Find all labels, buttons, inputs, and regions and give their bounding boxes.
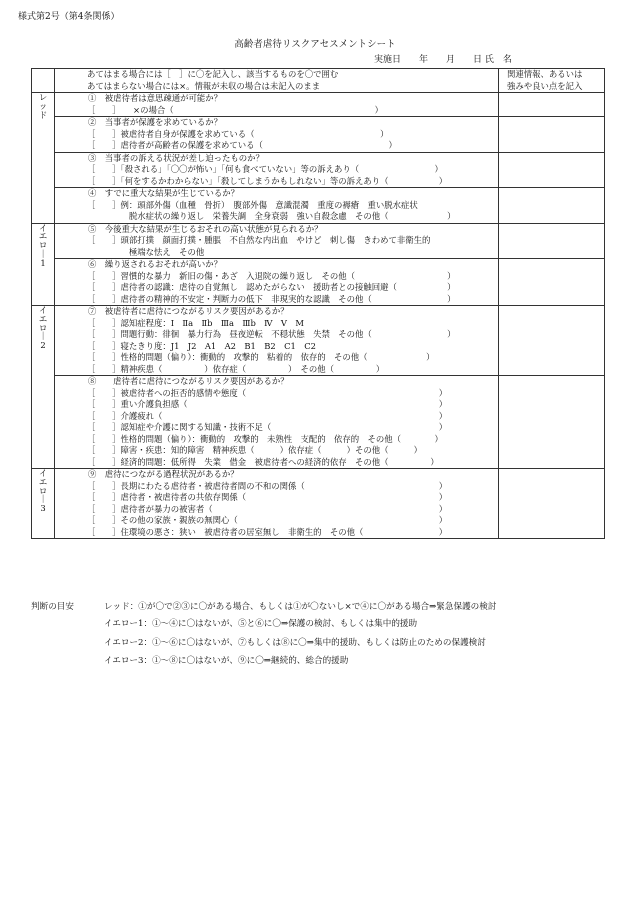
checkbox-item[interactable]: ［ ］「何をするかわからない」「殺してしまうかもしれない」等の訴えあり（ ） (87, 175, 448, 186)
section-row (32, 117, 605, 153)
checkbox-item[interactable]: ［ ］性格的問題（偏り）：衝動的 攻撃的 粘着的 依存的 その他（ ） (87, 352, 435, 362)
checkbox-item[interactable]: ［ ］虐待者が暴力の被害者（ ） (87, 503, 448, 514)
checkbox-item[interactable]: ［ ］認知症や介護に関する知識・技術不足（ ） (87, 422, 448, 432)
checkbox-item[interactable]: ［ ］「殺される」「〇〇が怖い」「何も食べていない」等の訴えあり（ ） (87, 164, 443, 174)
guide-yellow-1: イエロー1：①～④に〇はないが、⑤と⑥に〇⇒保護の検討、もしくは集中的援助 (104, 619, 418, 629)
category-yellow-2-label (39, 306, 47, 350)
question-4: ④ すでに重大な結果が生じているか？ (88, 188, 240, 198)
category-char: エ (38, 476, 48, 487)
page-title: 高齢者虐待リスクアセスメントシート (234, 39, 396, 50)
checkbox-item[interactable]: ［ ］重い介護負担感（ ） (87, 399, 448, 409)
category-char: ロ (38, 485, 48, 496)
category-char: ｜ (38, 494, 48, 505)
checkbox-item[interactable]: ［ ］ ×の場合（ ） (87, 104, 383, 115)
checkbox-item[interactable]: ［ ］その他の家族・親族の無関心（ ） (87, 515, 448, 525)
notes-cell[interactable] (499, 117, 605, 153)
checkbox-item[interactable]: ［ ］被虐待者への拒否的感情や態度（ ） (87, 387, 448, 398)
checkbox-item[interactable]: ［ ］介護疲れ（ ） (87, 410, 448, 421)
checkbox-item[interactable]: ［ ］認知症程度：Ⅰ Ⅱa Ⅱb Ⅲa Ⅲb Ⅳ Ⅴ M (87, 317, 304, 328)
section-9-cell (55, 469, 499, 539)
date-name-line: 実施日 年 月 日 氏 名 (374, 55, 512, 65)
section-row (32, 306, 605, 376)
checkbox-item[interactable]: ［ ］習慣的な暴力 新旧の傷・あざ 入退院の繰り返し その他（ ） (87, 270, 456, 281)
checkbox-item[interactable]: ［ ］住環境の悪さ：狭い 被虐待者の居室無し 非衛生的 その他（ ） (87, 526, 448, 537)
category-char: ッ (38, 100, 48, 111)
category-char: ｜ (38, 331, 48, 342)
category-char: イ (38, 305, 48, 315)
checkbox-item[interactable]: ［ ］長期にわたる虐待者・被虐待者間の不和の関係（ ） (87, 480, 448, 491)
notes-cell[interactable] (499, 223, 605, 259)
notes-cell[interactable] (499, 469, 605, 539)
question-1: ① 被虐待者は意思疎通が可能か？ (88, 93, 222, 103)
category-char: 3 (40, 503, 46, 514)
category-yellow-1 (32, 223, 55, 306)
category-yellow-1-label (39, 224, 47, 268)
section-3-cell (55, 152, 499, 188)
category-char: エ (38, 313, 48, 324)
checkbox-item[interactable]: ［ ］障害・疾患：知的障害 精神疾患（ ）依存症（ ）その他（ ） (87, 445, 422, 455)
guide-yellow-3: イエロー3：①～⑧に〇はないが、⑨に〇⇒継続的、総合的援助 (104, 656, 349, 666)
header-row (32, 69, 605, 93)
section-row (32, 188, 605, 224)
section-6-cell (55, 259, 499, 306)
checkbox-item[interactable]: ［ ］被虐待者自身が保護を求めている（ ） (87, 128, 389, 139)
form-number: 様式第2号（第4条関係） (18, 12, 120, 22)
assessment-table (31, 68, 605, 539)
category-char: 1 (40, 257, 46, 268)
category-char: ド (38, 109, 48, 120)
guide-label: 判断の目安 (31, 602, 74, 612)
section-4-cell (55, 188, 499, 224)
category-char: イ (38, 222, 48, 233)
section-5-cell (55, 223, 499, 259)
section-row (32, 93, 605, 117)
notes-cell[interactable] (499, 188, 605, 224)
notes-cell[interactable] (499, 259, 605, 306)
side-header-line: 強みや良い点を記入 (507, 80, 583, 91)
checkbox-item[interactable]: ［ ］精神疾患（ ）依存症（ ） その他（ ） (87, 363, 385, 374)
question-5: ⑤ 今後重大な結果が生じるおそれの高い状態が見られるか？ (88, 223, 323, 234)
checkbox-item-continued: 脱水症状の繰り返し 栄養失調 全身衰弱 強い自殺念慮 その他（ ） (87, 211, 456, 221)
checkbox-item-continued: 極端な怯え その他 (87, 246, 205, 257)
checkbox-item[interactable]: ［ ］虐待者が高齢者の保護を求めている（ ） (87, 140, 397, 150)
category-yellow-3-label (39, 469, 47, 513)
side-header-line: 関連情報、あるいは (507, 69, 583, 79)
category-char: エ (38, 231, 48, 242)
section-row (32, 259, 605, 306)
notes-cell[interactable] (499, 306, 605, 376)
instruction-line: あてはまらない場合には×。情報が未収の場合は未記入のまま (87, 80, 321, 91)
checkbox-item[interactable]: ［ ］虐待者・被虐待者の共依存関係（ ） (87, 492, 448, 502)
question-2: ② 当事者が保護を求めているか？ (88, 117, 222, 127)
section-2-cell (55, 117, 499, 153)
checkbox-item[interactable]: ［ ］例：頭部外傷（血種 骨折） 腹部外傷 意識混濁 重度の褥瘡 重い脱水症状 (87, 199, 418, 210)
section-1-cell (55, 93, 499, 117)
notes-cell[interactable] (499, 376, 605, 469)
checkbox-item[interactable]: ［ ］頭部打撲 顔面打撲・腫脹 不自然な内出血 やけど 刺し傷 きわめて非衛生的 (87, 235, 431, 245)
category-char: レ (38, 92, 48, 102)
section-row (32, 376, 605, 469)
instruction-line: あてはまる場合には［ ］に〇を記入し、該当するものを〇で囲む (87, 69, 339, 79)
header-blank-cell (32, 69, 55, 93)
question-3: ③ 当事者の訴える状況が差し迫ったものか？ (88, 152, 264, 163)
question-8: ⑧ 虐待者に虐待につながるリスク要因があるか？ (88, 376, 289, 386)
question-9: ⑨ 虐待につながる過程状況があるか？ (88, 469, 239, 479)
section-row (32, 469, 605, 539)
question-6: ⑥ 繰り返されるおそれが高いか？ (88, 259, 222, 269)
checkbox-item[interactable]: ［ ］問題行動：徘徊 暴力行為 昼夜逆転 不穏状態 失禁 その他（ ） (87, 329, 456, 339)
checkbox-item[interactable]: ［ ］寝たきり度：J1 J2 A1 A2 B1 B2 C1 C2 (87, 340, 316, 351)
notes-cell[interactable] (499, 93, 605, 117)
category-yellow-3 (32, 469, 55, 539)
section-row (32, 152, 605, 188)
category-char: ｜ (38, 248, 48, 259)
checkbox-item[interactable]: ［ ］虐待者の認識：虐待の自覚無し 認めたがらない 援助者との接触回避（ ） (87, 282, 456, 292)
category-yellow-2 (32, 306, 55, 469)
category-char: ロ (38, 322, 48, 333)
question-7: ⑦ 被虐待者に虐待につながるリスク要因があるか？ (88, 306, 289, 316)
section-row (32, 223, 605, 259)
category-red (32, 93, 55, 224)
section-7-cell (55, 306, 499, 376)
checkbox-item[interactable]: ［ ］虐待者の精神的不安定・判断力の低下 非現実的な認識 その他（ ） (87, 293, 456, 304)
checkbox-item[interactable]: ［ ］経済的問題：低所得 失業 借金 被虐待者への経済的依存 その他（ ） (87, 456, 439, 467)
guide-red: レッド：①が〇で②③に〇がある場合、もしくは①が〇ないし×で④に〇がある場合⇒緊急保護の検討 (104, 602, 497, 612)
category-red-label (39, 93, 47, 119)
instruction-cell (55, 69, 499, 93)
guide-yellow-2: イエロー2：①～⑥に〇はないが、⑦もしくは⑧に〇⇒集中的援助、もしくは防止のための保護検討 (104, 638, 486, 648)
checkbox-item[interactable]: ［ ］性格的問題（偏り）：衝動的 攻撃的 未熟性 支配的 依存的 その他（ ） (87, 433, 443, 444)
category-char: ロ (38, 240, 48, 251)
section-8-cell (55, 376, 499, 469)
notes-cell[interactable] (499, 152, 605, 188)
side-header-cell (499, 69, 605, 93)
category-char: イ (38, 468, 48, 478)
category-char: 2 (40, 340, 46, 351)
